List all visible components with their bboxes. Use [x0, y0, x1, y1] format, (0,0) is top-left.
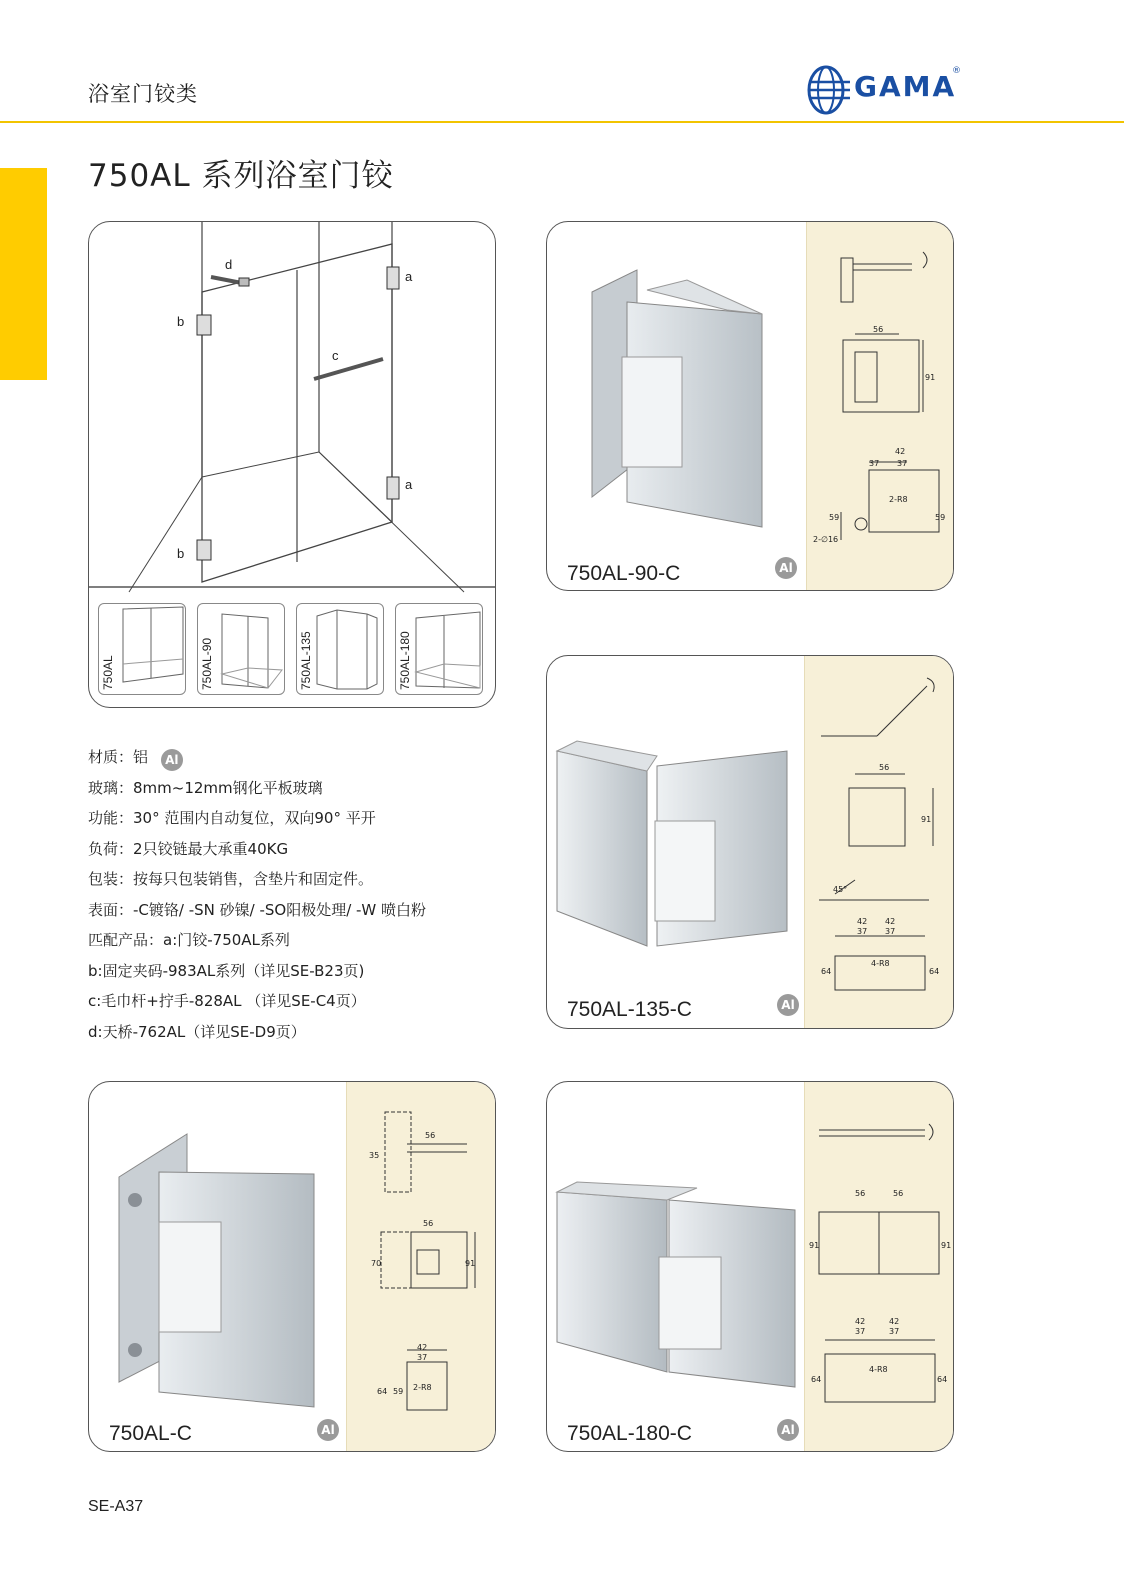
dim-label: 2-R8 [413, 1383, 432, 1392]
dim-label: 42 [895, 447, 906, 456]
spec-material: 材质：铝 Al [88, 742, 426, 773]
dim-label: 45° [833, 885, 848, 894]
thumbnail-label: 750AL-135 [299, 631, 313, 690]
dim-label: 42 [855, 1317, 866, 1326]
dim-label: 56 [425, 1131, 436, 1140]
aluminium-badge: Al [777, 994, 799, 1016]
thumbnail-label: 750AL-180 [398, 631, 412, 690]
product-card-750al-90-c [546, 221, 954, 591]
dim-label: 56 [423, 1219, 434, 1228]
spec-matching-c: c:毛巾杆+拧手-828AL （详见SE-C4页） [88, 992, 366, 1010]
aluminium-badge: Al [161, 749, 183, 771]
dim-label: 59 [829, 513, 840, 522]
product-card-750al-135-c [546, 655, 954, 1029]
dim-label: 56 [879, 763, 890, 772]
model-name: 750AL-180-C [567, 1422, 692, 1445]
dim-label: 42 [889, 1317, 900, 1326]
dim-label: 2-R8 [889, 495, 908, 504]
model-name: 750AL-135-C [567, 998, 692, 1021]
logo-wordmark: GAMA [854, 70, 957, 103]
dim-label: 91 [925, 373, 936, 382]
scene-label-a-top: a [405, 269, 413, 284]
shower-enclosure-illustration [89, 222, 495, 597]
header-rule [0, 121, 1124, 123]
dim-label: 37 [857, 927, 868, 936]
dimension-panel [806, 222, 953, 590]
model-name: 750AL-90-C [567, 562, 681, 585]
page-number: SE-A37 [88, 1498, 144, 1515]
hinge-wall-image [89, 1082, 344, 1451]
globe-icon [806, 62, 854, 118]
dimension-panel [804, 656, 953, 1028]
section-header: 浴室门铰类 [88, 82, 198, 106]
spec-function: 功能：30° 范围内自动复位，双向90° 平开 [88, 809, 376, 827]
dim-label: 91 [921, 815, 932, 824]
dim-label: 37 [869, 459, 880, 468]
dim-label: 4-R8 [871, 959, 890, 968]
model-name: 750AL-C [109, 1422, 192, 1445]
dim-label: 70 [371, 1259, 382, 1268]
dim-label: 64 [937, 1375, 948, 1384]
dimension-drawing-135 [805, 656, 953, 1028]
thumbnail-750al-135 [296, 603, 384, 695]
thumbnail-label: 750AL [101, 655, 115, 690]
dim-label: 56 [855, 1189, 866, 1198]
dimension-drawing-wall [347, 1082, 495, 1451]
dim-label: 37 [855, 1327, 866, 1336]
spec-load: 负荷：2只铰链最大承重40KG [88, 839, 289, 858]
dimension-panel [804, 1082, 953, 1451]
dim-label: 42 [417, 1343, 428, 1352]
dim-label: 64 [811, 1375, 822, 1384]
dim-label: 64 [929, 967, 940, 976]
product-card-750al-180-c [546, 1081, 954, 1452]
product-card-750al-c [88, 1081, 496, 1452]
dim-label: 91 [465, 1259, 476, 1268]
registered-mark: ® [952, 66, 961, 76]
dim-label: 56 [873, 325, 884, 334]
page-title: 750AL 系列浴室门铰 [88, 158, 394, 194]
hinge-90-image [547, 222, 797, 590]
dim-label: 37 [417, 1353, 428, 1362]
dim-label: 59 [935, 513, 946, 522]
dimension-panel [346, 1082, 495, 1451]
hinge-180-image [547, 1082, 805, 1451]
scene-label-b-top: b [177, 314, 185, 329]
dim-label: 64 [377, 1387, 388, 1396]
spec-matching-d: d:天桥-762AL（详见SE-D9页） [88, 1022, 306, 1041]
dim-label: 42 [857, 917, 868, 926]
dim-label: 35 [369, 1151, 380, 1160]
spec-matching-a: 匹配产品：a:门铰-750AL系列 [88, 931, 290, 949]
hinge-135-image [547, 656, 807, 1028]
thumbnail-750al-180 [395, 603, 483, 695]
dim-label: 56 [893, 1189, 904, 1198]
aluminium-badge: Al [777, 1419, 799, 1441]
thumbnail-750al-90 [197, 603, 285, 695]
thumbnail-label: 750AL-90 [200, 637, 214, 690]
spec-finish: 表面：-C镀铬/ -SN 砂镍/ -SO阳极处理/ -W 喷白粉 [88, 900, 427, 919]
dim-label: 42 [885, 917, 896, 926]
scene-label-d: d [225, 257, 233, 272]
aluminium-badge: Al [317, 1419, 339, 1441]
gama-logo [806, 62, 966, 118]
dim-label: 64 [821, 967, 832, 976]
scene-label-a-bottom: a [405, 477, 413, 492]
spec-matching-b: b:固定夹码-983AL系列（详见SE-B23页) [88, 961, 365, 980]
spec-list [88, 742, 426, 1047]
dim-label: 91 [809, 1241, 820, 1250]
dim-label: 59 [393, 1387, 404, 1396]
dimension-drawing-180 [805, 1082, 953, 1451]
dim-label: 2-∅16 [813, 535, 839, 544]
dim-label: 91 [941, 1241, 952, 1250]
spec-glass: 玻璃：8mm~12mm钢化平板玻璃 [88, 778, 323, 797]
dimension-drawing-90 [807, 222, 953, 590]
dim-label: 37 [885, 927, 896, 936]
dim-label: 37 [897, 459, 908, 468]
scene-label-b-bottom: b [177, 546, 185, 561]
dim-label: 4-R8 [869, 1365, 888, 1374]
side-accent-bar [0, 168, 47, 380]
aluminium-badge: Al [775, 557, 797, 579]
thumbnail-750al [98, 603, 186, 695]
spec-packaging: 包装：按每只包装销售，含垫片和固定件。 [88, 870, 374, 888]
scene-label-c: c [332, 348, 339, 363]
dim-label: 37 [889, 1327, 900, 1336]
